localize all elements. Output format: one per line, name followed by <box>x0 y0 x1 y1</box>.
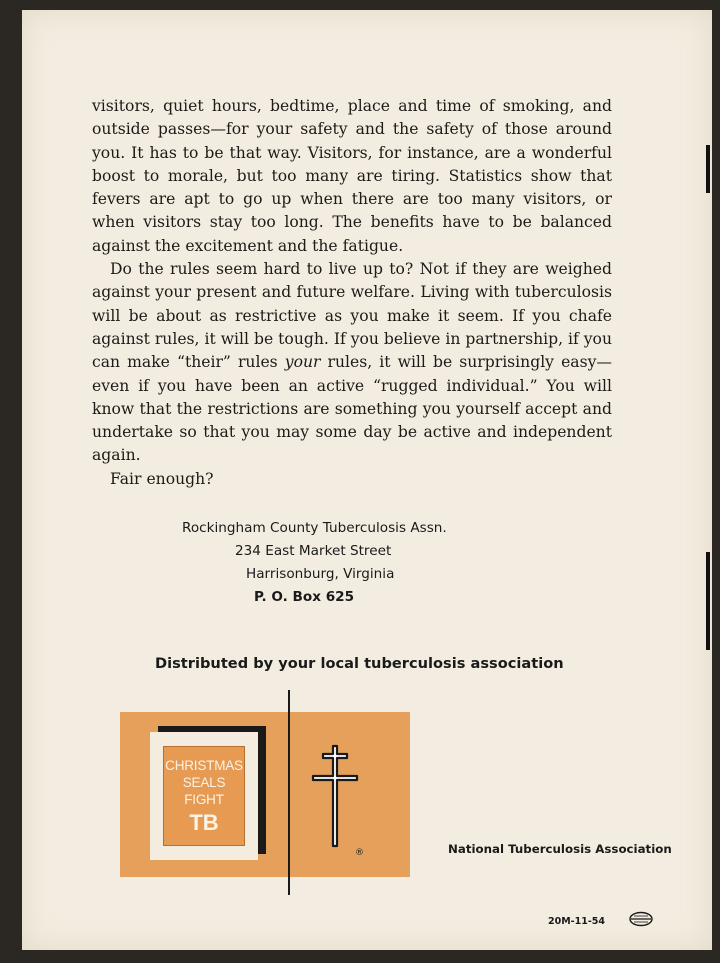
binder-mark-bottom <box>706 552 710 650</box>
paragraph-visitors: visitors, quiet hours, bedtime, place and time of smoking, and outside passes—for your safety and the safety of those around you. It has to be that way. Visitors, for instance, are a wonderful boost to morale, but too many are tiring. Statistics show that fevers are apt to go up when there are too many visitors, or when visitors stay too long. The benefits have to be balanced against the excitement and the fatigue. <box>92 97 612 255</box>
paragraph-fair-enough: Fair enough? <box>110 469 214 488</box>
address-po-box: P. O. Box 625 <box>254 589 355 605</box>
stamp-line-christmas: CHRISTMAS <box>165 758 243 773</box>
address-street: 234 East Market Street <box>235 543 392 559</box>
paragraph-rules-emphasis: your <box>284 353 321 372</box>
paragraph-rules-part1: Do the rules seem hard to live up to? Not if they are weighed against your present and future welfare. Living with tuberculosis will be about as restrictive as you make it seem. If you chafe against rules, it will be tough. If you believe in partnership, if you can make “their” rules <box>92 260 612 372</box>
stamp-line-seals: SEALS <box>182 775 226 790</box>
address-block <box>182 517 447 609</box>
body-text <box>92 95 612 491</box>
registered-mark: ® <box>355 848 364 858</box>
paragraph-rules-part2: rules, it will be surprisingly easy—even if you have been an active “rugged individual.” You will know that the restrictions are something you yourself accept and undertake so that you may some day be active and independent again. <box>92 353 612 465</box>
national-tuberculosis-association: National Tuberculosis Association <box>448 842 672 856</box>
double-barred-cross-icon <box>300 740 370 855</box>
print-code: 20M-11-54 <box>548 916 605 927</box>
union-label-icon <box>629 911 653 927</box>
paragraph-rules <box>92 258 612 468</box>
stamp-line-tb: TB <box>189 810 219 835</box>
address-city: Harrisonburg, Virginia <box>246 566 395 582</box>
stamp-face <box>163 746 245 846</box>
binder-mark-top <box>706 145 710 193</box>
address-org: Rockingham County Tuberculosis Assn. <box>182 520 447 536</box>
distributed-by-heading: Distributed by your local tuberculosis association <box>155 655 564 672</box>
christmas-seal-stamp <box>150 732 258 860</box>
vertical-divider <box>288 690 290 895</box>
stamp-line-fight: FIGHT <box>184 792 224 807</box>
